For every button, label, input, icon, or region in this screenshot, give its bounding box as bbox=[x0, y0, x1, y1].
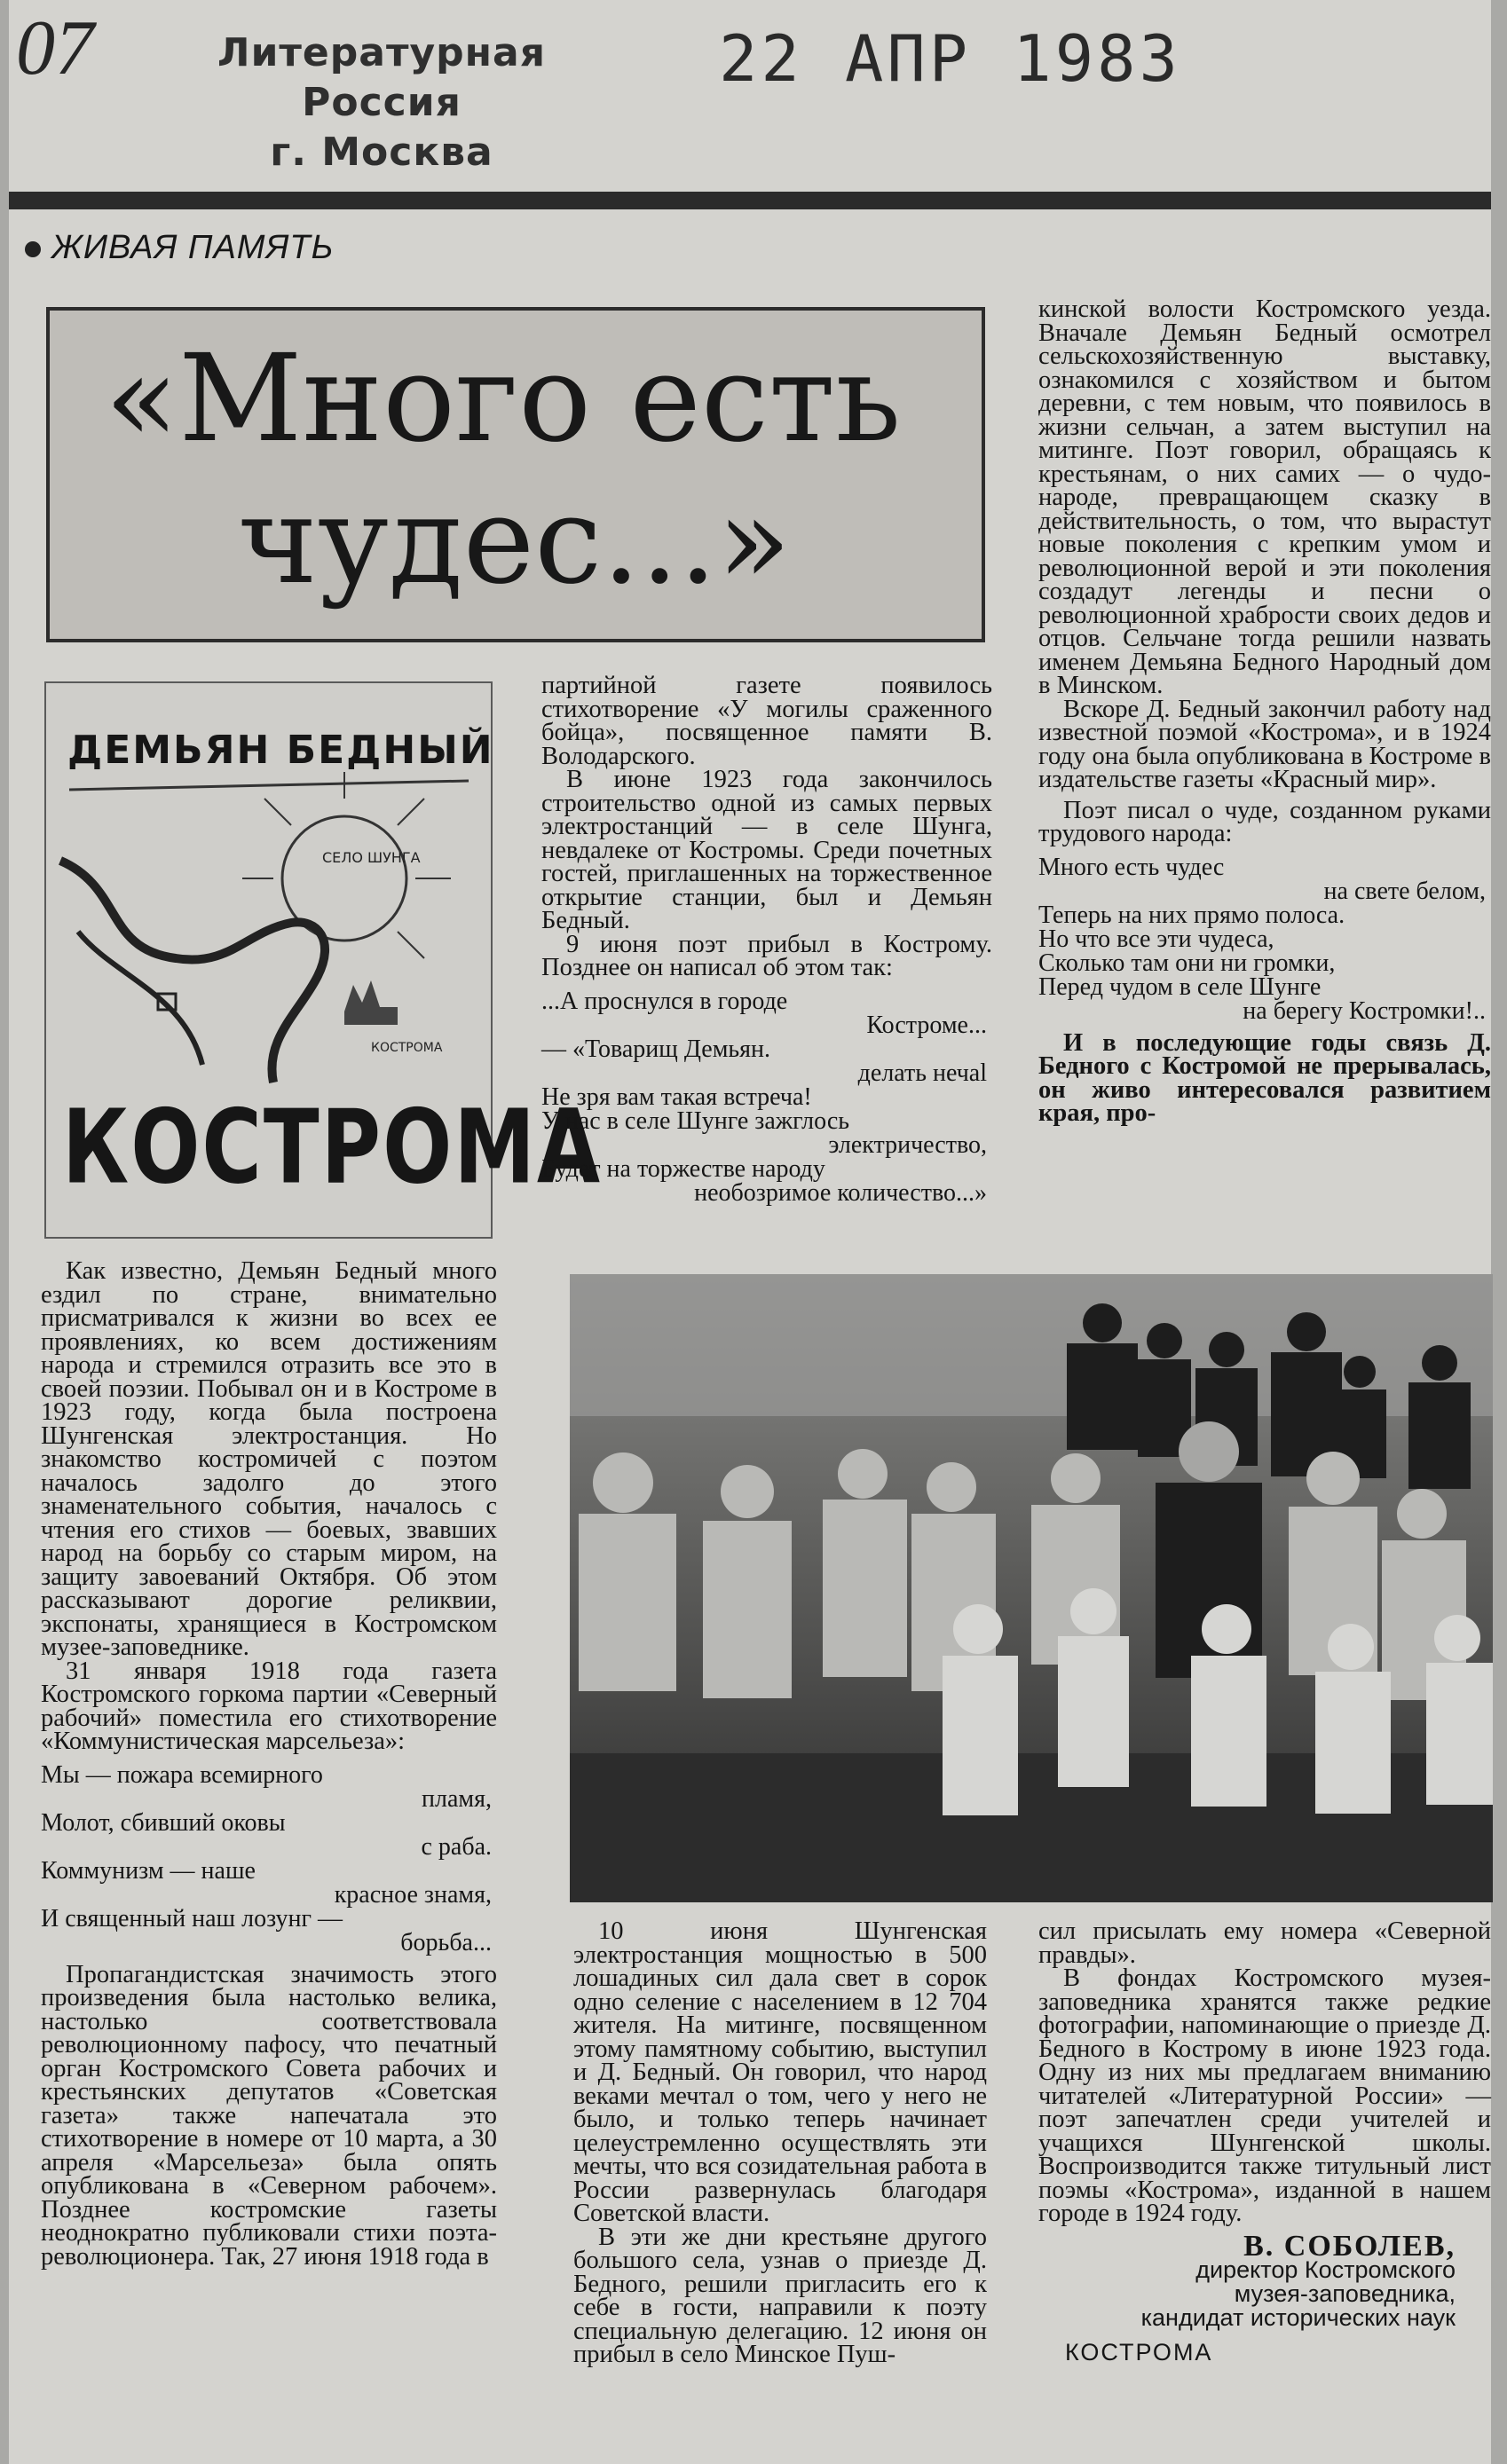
dateline-city: КОСТРОМА bbox=[1065, 2339, 1213, 2366]
verse-line: Костроме... bbox=[866, 1011, 987, 1039]
map-label-village: СЕЛО ШУНГА bbox=[322, 849, 421, 866]
col-c-verse bbox=[1038, 855, 1491, 1023]
verse-line: — «Товарищ Демьян. bbox=[541, 1035, 771, 1063]
col-b-paragraph-2: В июне 1923 года закончилось строительство одной из самых первых электростанций — в селе Шунга, невдалеке от Костромы. Среди почетных гостей, приглашенных на торжественное открытие станции, был и Демьян Бедный. bbox=[541, 766, 992, 934]
headline-line1: «Много есть bbox=[105, 329, 902, 469]
newspaper-clipping bbox=[9, 0, 1491, 2464]
author-role-3: кандидат исторических наук bbox=[1140, 2304, 1456, 2331]
section-label: ЖИВАЯ ПАМЯТЬ bbox=[51, 229, 335, 266]
verse-line: пламя, bbox=[422, 1784, 492, 1813]
verse-line: Теперь на них прямо полоса. bbox=[1038, 901, 1345, 929]
author-role-2: музея-заповедника, bbox=[1234, 2280, 1456, 2307]
col-c-paragraph-4: И в последующие годы связь Д. Бедного с Костромой не прерывалась, он живо интересовался развитием края, про- bbox=[1038, 1028, 1491, 1127]
map-label-city: КОСТРОМА bbox=[371, 1041, 443, 1055]
col-e-paragraph-2: В фондах Костромского музея-заповедника хранятся также редкие фотографии, напоминающие о приезде Д. Бедного в Кострому в июне 1923 года. Одну из них мы предлагаем вниманию читателей «Литературной России» — поэт запечатлен среди учителей и учащихся Шунгенской школы. Воспроизводится также титульный лист поэмы «Кострома», изданной в нашем городе в 1924 году. bbox=[1038, 1964, 1491, 2227]
stamp-newspaper-name: Литературная Россия bbox=[217, 30, 546, 125]
newspaper-stamp bbox=[178, 28, 586, 177]
verse-line: Но что все эти чудеса, bbox=[1038, 925, 1274, 953]
verse-line: Молот, сбивший оковы bbox=[41, 1808, 286, 1837]
col-a-verse bbox=[41, 1760, 497, 1956]
group-photo bbox=[570, 1274, 1493, 1902]
verse-line: И священный наш лозунг — bbox=[41, 1904, 343, 1933]
cover-map-illustration bbox=[51, 772, 477, 1091]
author-role-1: директор Костромского bbox=[1195, 2256, 1456, 2283]
article-column-a bbox=[41, 1257, 497, 2271]
verse-line: делать нечаl bbox=[857, 1059, 987, 1087]
verse-line: Мы — пожара всемирного bbox=[41, 1760, 323, 1789]
col-e-paragraph-1: сил присылать ему номера «Северной правды». bbox=[1038, 1917, 1491, 1969]
col-a-paragraph-3: Пропагандистская значимость этого произведения была настолько велика, настолько соответствовала революционному пафосу, что печатный орган Костромского Совета рабочих и крестьянских депутатов «Советская газета» также напечатала это стихотворение в номере от 10 марта, а 30 апреля «Марсельеза» была опять опубликована в «Северном рабочем». Позднее костромские газеты неоднократно публиковали стихи поэта-революционера. Так, 27 июня 1918 года в bbox=[41, 1960, 497, 2271]
article-column-b bbox=[541, 674, 992, 1214]
handwritten-number: 07 bbox=[16, 5, 94, 91]
verse-line: ...А проснулся в городе bbox=[541, 987, 788, 1015]
verse-line: необозримое количество...» bbox=[694, 1178, 987, 1207]
verse-line: с раба. bbox=[421, 1832, 492, 1861]
verse-line: на свете белом, bbox=[1323, 877, 1486, 905]
col-a-paragraph-1: Как известно, Демьян Бедный много ездил по стране, внимательно присматривался к жизни во всех ее проявлениях, ко всем достижениям народа и стремился отразить все это в своей поэзии. Побывал он и в Костроме в 1923 году, когда была построена Шунгенская электростанция. Но знакомство костромичей с поэтом началось задолго до этого знаменательного события, началось с чтения его стихов — боевых, звавших народ на борьбу со старым миром, на защиту завоеваний Октября. Об этом рассказывают дорогие реликвии, экспонаты, хранящиеся в Костромском музее-заповеднике. bbox=[41, 1257, 497, 1661]
verse-line: У нас в селе Шунге зажглось bbox=[541, 1106, 850, 1135]
bullet-icon bbox=[25, 241, 41, 257]
verse-line: Много есть чудес bbox=[1038, 853, 1225, 881]
col-a-paragraph-2: 31 января 1918 года газета Костромского горкома партии «Северный рабочий» поместила его стихотворение «Коммунистическая марсельеза»: bbox=[41, 1657, 497, 1755]
top-rule bbox=[9, 192, 1491, 209]
stamp-city: г. Москва bbox=[270, 130, 493, 175]
section-header bbox=[25, 229, 334, 267]
col-c-paragraph-2: Вскоре Д. Бедный закончил работу над известной поэмой «Кострома», и в 1924 году она была опубликована в Костроме в издательстве газеты «Красный мир». bbox=[1038, 695, 1491, 793]
headline-line2: чудес...» bbox=[238, 471, 792, 611]
article-column-e bbox=[1038, 1917, 1491, 2366]
article-column-d bbox=[573, 1917, 987, 2368]
verse-line: электричество, bbox=[828, 1130, 987, 1159]
verse-line: красное знамя, bbox=[334, 1880, 492, 1909]
cover-title: КОСТРОМА bbox=[62, 1088, 603, 1207]
verse-line: Сколько там они ни громки, bbox=[1038, 949, 1336, 977]
verse-line: Будет на торжестве народу bbox=[541, 1154, 825, 1183]
article-column-c bbox=[1038, 295, 1491, 1127]
author-signature: В. СОБОЛЕВ, bbox=[1243, 2229, 1456, 2263]
col-d-paragraph-1: 10 июня Шунгенская электростанция мощностью в 500 лошадиных сил дала свет в сорок одно селение с населением в 12 704 жителя. На митинге, посвященном этому памятному событию, выступил и Д. Бедный. Он говорил, что народ веками мечтал о том, чего у него не было, и только теперь начинает целеустремленно осуществлять эти мечты, что вся созидательная работа в России развернулась благодаря Советской власти. bbox=[573, 1917, 987, 2227]
col-b-paragraph-3: 9 июня поэт прибыл в Кострому. Позднее он написал об этом так: bbox=[541, 930, 992, 981]
verse-line: Коммунизм — наше bbox=[41, 1856, 256, 1885]
col-c-paragraph-3: Поэт писал о чуде, созданном руками трудового народа: bbox=[1038, 796, 1491, 847]
col-b-verse bbox=[541, 989, 992, 1205]
col-c-paragraph-1: кинской волости Костромского уезда. Вначале Демьян Бедный осмотрел сельскохозяйственную выставку, ознакомился с хозяйством и бытом деревни, с тем новым, что появилось в жизни сельчан, а затем выступил на митинге. Поэт говорил, обращаясь к крестьянам, о них самих — о чудо-народе, превращающем сказку в действительность, о том, что вырастут новые поколения с крепким умом и революционной верой и эти поколения создадут легенды и песни о революционной храбрости своих дедов и отцов. Сельчане тогда решили назвать именем Демьяна Бедного Народный дом в Минском. bbox=[1038, 295, 1491, 699]
verse-line: на берегу Костромки!.. bbox=[1243, 996, 1486, 1025]
cover-author: ДЕМЬЯН БЕДНЫЙ bbox=[67, 728, 494, 773]
col-d-paragraph-2: В эти же дни крестьяне другого большого села, узнав о приезде Д. Бедного, решили пригласить его к себе в гости, направили к поэту специальную делегацию. 12 июня он прибыл в село Минское Пуш- bbox=[573, 2223, 987, 2368]
verse-line: Не зря вам такая встреча! bbox=[541, 1082, 812, 1111]
verse-line: Перед чудом в селе Шунге bbox=[1038, 972, 1322, 1001]
headline bbox=[69, 328, 974, 612]
verse-line: борьба... bbox=[400, 1928, 492, 1956]
col-b-paragraph-1: партийной газете появилось стихотворение «У могилы сраженного бойца», посвященное памяти В. Володарского. bbox=[541, 672, 992, 770]
date-stamp: 22 АПР 1983 bbox=[719, 21, 1181, 96]
